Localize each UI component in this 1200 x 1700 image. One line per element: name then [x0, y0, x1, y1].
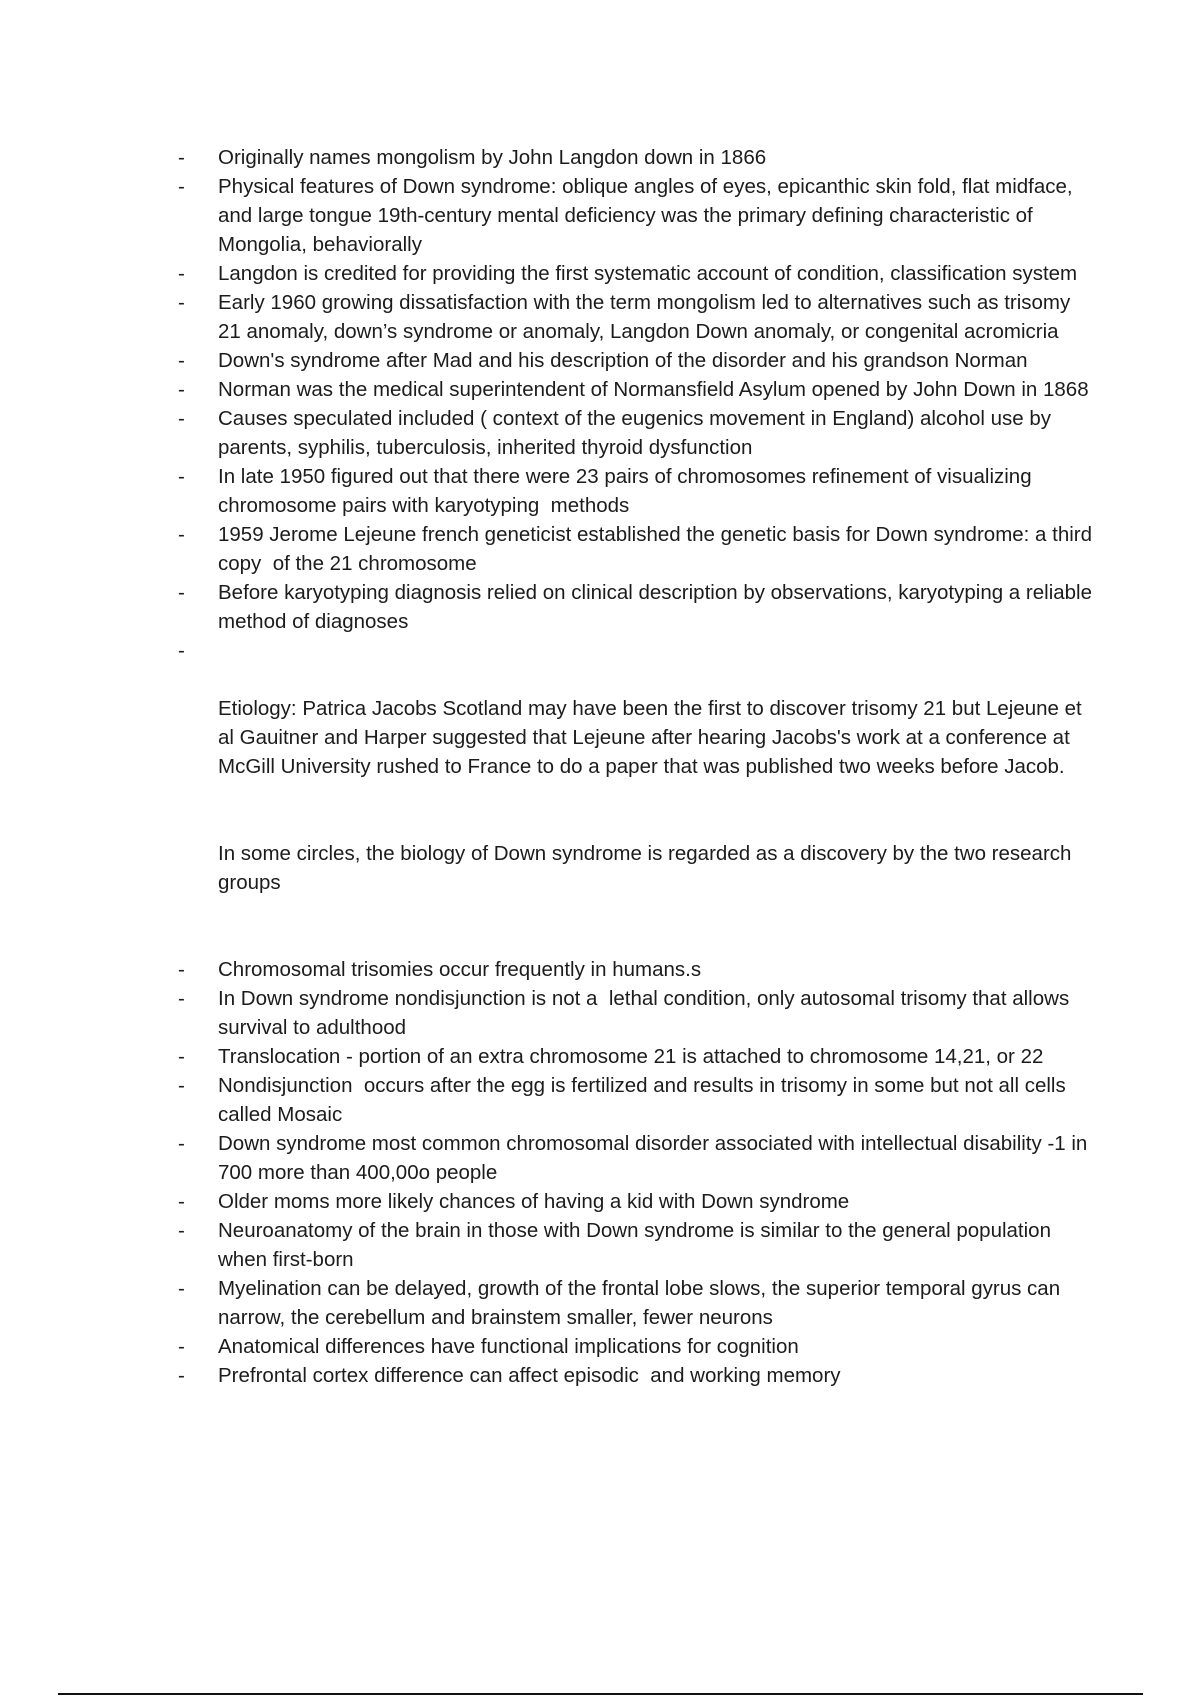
note-text: Originally names mongolism by John Langdon down in 1866: [218, 146, 767, 169]
page-bottom-divider: [58, 1693, 1143, 1695]
note-text: Early 1960 growing dissatisfaction with the term mongolism led to alternatives such as trisomy 21 anomaly, down’s syndrome or anomaly, Langdon Down anomaly, or congenital acromicria: [218, 291, 1076, 343]
list-item: [178, 578, 1098, 636]
note-text: Myelination can be delayed, growth of the frontal lobe slows, the superior temporal gyrus can narrow, the cerebellum and brainstem smaller, fewer neurons: [218, 1277, 1066, 1329]
list-item: [178, 1332, 1098, 1361]
note-text: Physical features of Down syndrome: oblique angles of eyes, epicanthic skin fold, flat midface, and large tongue 19th-century mental deficiency was the primary defining characteristic of Mongolia, behaviorally: [218, 175, 1079, 256]
note-text: Chromosomal trisomies occur frequently in humans.s: [218, 958, 702, 981]
note-text: Causes speculated included ( context of the eugenics movement in England) alcohol use by parents, syphilis, tuberculosis, inherited thyroid dysfunction: [218, 407, 1057, 459]
note-text: Langdon is credited for providing the first systematic account of condition, classification system: [218, 262, 1078, 285]
bullet-dash: -: [178, 465, 185, 488]
note-text: Nondisjunction occurs after the egg is fertilized and results in trisomy in some but not all cells called Mosaic: [218, 1074, 1072, 1126]
list-item: [178, 520, 1098, 578]
bullet-dash: -: [178, 349, 185, 372]
bullet-dash: -: [178, 1364, 185, 1387]
note-text: Translocation - portion of an extra chromosome 21 is attached to chromosome 14,21, or 22: [218, 1045, 1044, 1068]
bullet-dash: -: [178, 262, 185, 285]
list-item: [178, 1274, 1098, 1332]
note-text: Older moms more likely chances of having a kid with Down syndrome: [218, 1190, 850, 1213]
note-text: Norman was the medical superintendent of Normansfield Asylum opened by John Down in 1868: [218, 378, 1089, 401]
list-item: [178, 984, 1098, 1042]
list-item: [178, 1042, 1098, 1071]
note-text: In Down syndrome nondisjunction is not a lethal condition, only autosomal trisomy that allows survival to adulthood: [218, 987, 1075, 1039]
bullet-dash: -: [178, 175, 185, 198]
list-item: [178, 404, 1098, 462]
list-item: [178, 143, 1098, 172]
note-text: 1959 Jerome Lejeune french geneticist established the genetic basis for Down syndrome: a third copy of the 21 chromosome: [218, 523, 1098, 575]
notes-list: [178, 143, 1098, 1390]
list-item: [178, 1071, 1098, 1129]
bullet-dash: -: [178, 1045, 185, 1068]
bullet-dash: -: [178, 987, 185, 1010]
list-item: [178, 1361, 1098, 1390]
bullet-dash: -: [178, 581, 185, 604]
bullet-dash: -: [178, 291, 185, 314]
bullet-dash: -: [178, 1335, 185, 1358]
note-text-group: [218, 636, 1098, 955]
list-item: [178, 1216, 1098, 1274]
note-text: Before karyotyping diagnosis relied on clinical description by observations, karyotyping a reliable method of diagnoses: [218, 581, 1098, 633]
bullet-dash: -: [178, 958, 185, 981]
list-item: [178, 636, 1098, 955]
bullet-dash: -: [178, 146, 185, 169]
note-text: Down's syndrome after Mad and his description of the disorder and his grandson Norman: [218, 349, 1028, 372]
bullet-dash: -: [178, 1074, 185, 1097]
bullet-dash: -: [178, 1190, 185, 1213]
bullet-dash: -: [178, 1277, 185, 1300]
list-item: [178, 172, 1098, 259]
bullet-dash: -: [178, 523, 185, 546]
list-item: [178, 288, 1098, 346]
note-text: Down syndrome most common chromosomal disorder associated with intellectual disability -1 in 700 more than 400,00o people: [218, 1132, 1094, 1184]
bullet-dash: -: [178, 378, 185, 401]
list-item: [178, 462, 1098, 520]
note-text: In late 1950 figured out that there were 23 pairs of chromosomes refinement of visualizing chromosome pairs with karyotyping methods: [218, 465, 1038, 517]
list-item: [178, 259, 1098, 288]
note-text: Etiology: Patrica Jacobs Scotland may have been the first to discover trisomy 21 but Lejeune et al Gauitner and Harper suggested that Lejeune after hearing Jacobs's work at a conference at McGill University rushed to France to do a paper that was published two weeks before Jacob.: [218, 697, 1088, 778]
bullet-dash: -: [178, 407, 185, 430]
bullet-dash: -: [178, 1132, 185, 1155]
list-item: [178, 1187, 1098, 1216]
bullet-dash: -: [178, 1219, 185, 1242]
list-item: [178, 346, 1098, 375]
list-item: [178, 955, 1098, 984]
note-text: Anatomical differences have functional implications for cognition: [218, 1335, 799, 1358]
note-continuation-text: In some circles, the biology of Down syndrome is regarded as a discovery by the two research groups: [218, 842, 1078, 894]
note-text: Neuroanatomy of the brain in those with Down syndrome is similar to the general population when first-born: [218, 1219, 1057, 1271]
note-text: Prefrontal cortex difference can affect episodic and working memory: [218, 1364, 841, 1387]
list-item: [178, 375, 1098, 404]
list-item: [178, 1129, 1098, 1187]
bullet-dash: -: [178, 639, 185, 662]
